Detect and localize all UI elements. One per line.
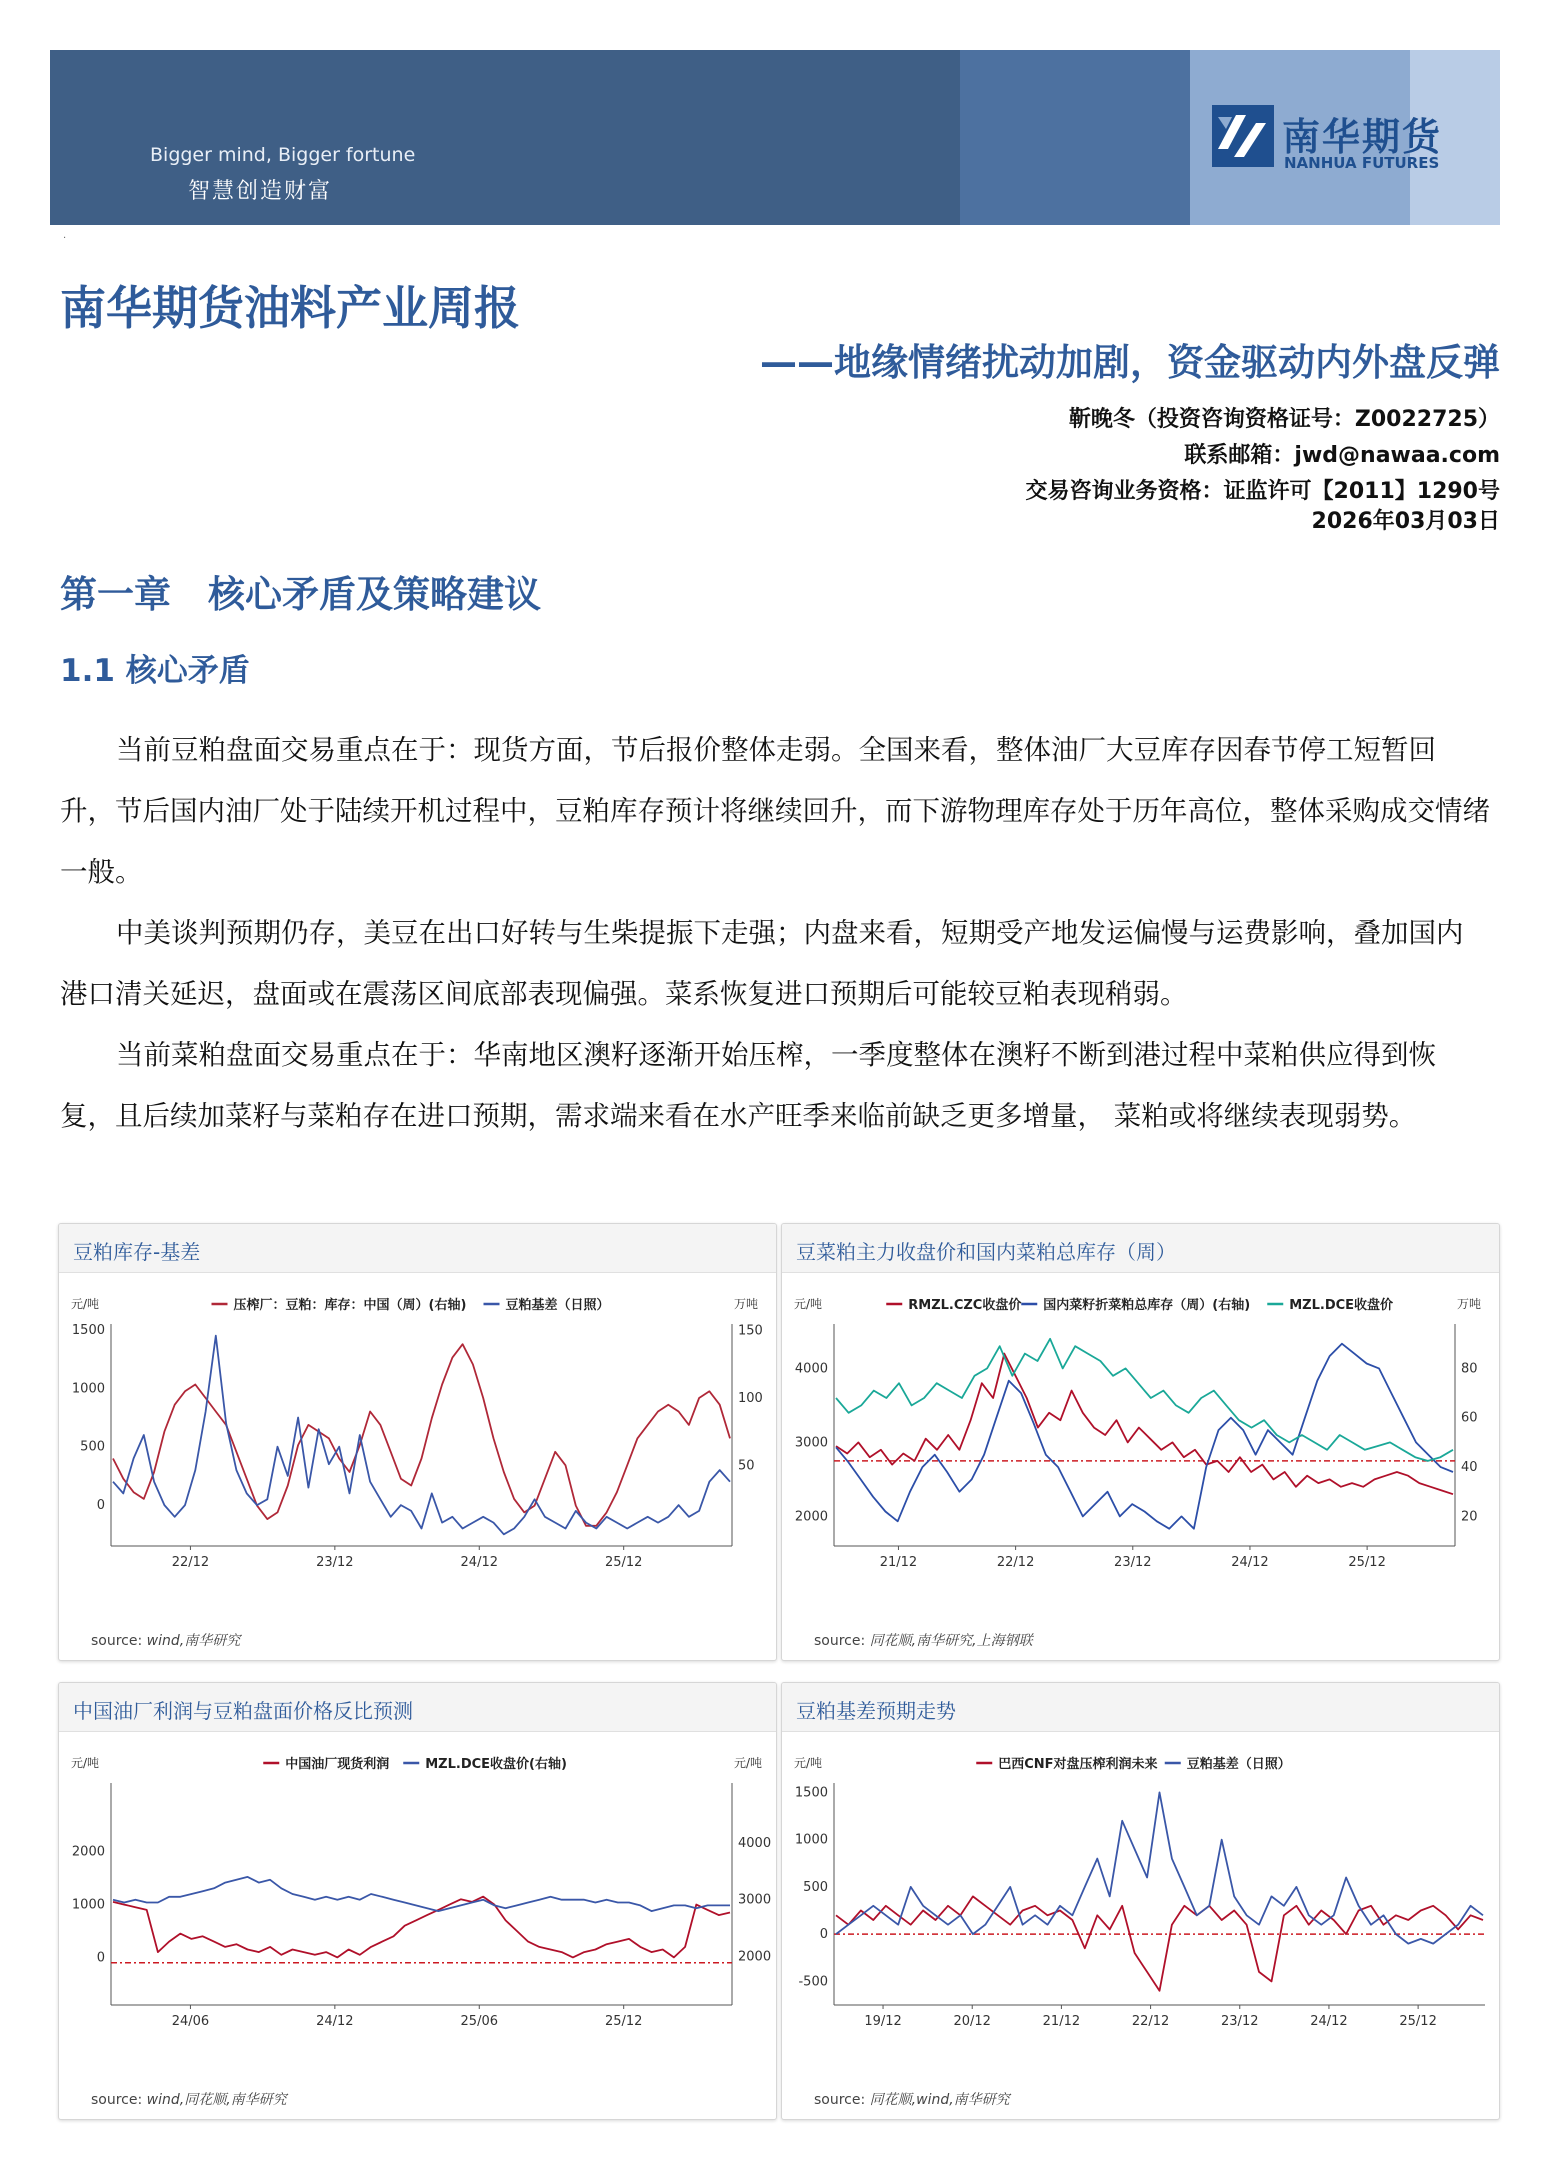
series-line bbox=[836, 1354, 1453, 1495]
y-tick-label-left: 1500 bbox=[794, 1785, 828, 1801]
x-tick-label: 22/12 bbox=[996, 1555, 1035, 1570]
left-unit-label: 元/吨 bbox=[71, 1756, 100, 1770]
series-line bbox=[113, 1344, 730, 1526]
x-tick-label: 24/12 bbox=[316, 2014, 354, 2029]
series-line bbox=[836, 1344, 1453, 1529]
y-tick-label-right: 20 bbox=[1461, 1509, 1478, 1525]
y-tick-label-right: 80 bbox=[1461, 1361, 1478, 1377]
slogan-cn: 智慧创造财富 bbox=[188, 179, 333, 204]
slogan-en: Bigger mind, Bigger fortune bbox=[150, 144, 416, 166]
x-tick-label: 24/06 bbox=[171, 2014, 210, 2029]
chart-panel-basis-forecast bbox=[781, 1682, 1500, 2120]
legend-label: 巴西CNF对盘压榨利润未来 bbox=[998, 1757, 1158, 1772]
legend-label: 豆粕基差（日照） bbox=[1186, 1757, 1291, 1772]
y-tick-label-left: 500 bbox=[803, 1879, 828, 1895]
legend-label: RMZL.CZC收盘价 bbox=[908, 1298, 1022, 1313]
chart-panel-meal-price-rapeseed-stock bbox=[781, 1223, 1500, 1661]
x-tick-label: 23/12 bbox=[1221, 2014, 1259, 2029]
chart-source: source: wind,南华研究 bbox=[91, 1633, 241, 1649]
legend-label: 豆粕基差（日照） bbox=[505, 1298, 610, 1313]
nanhua-logo-icon bbox=[1212, 105, 1274, 167]
series-line bbox=[836, 1792, 1483, 1943]
x-tick-label: 19/12 bbox=[864, 2014, 902, 2029]
chart-title: 豆粕基差预期走势 bbox=[796, 1699, 956, 1723]
chart-svg bbox=[782, 1272, 1499, 1612]
right-unit-label: 万吨 bbox=[734, 1297, 759, 1311]
y-tick-label-right: 150 bbox=[738, 1323, 763, 1339]
chart-title: 中国油厂利润与豆粕盘面价格反比预测 bbox=[73, 1699, 413, 1723]
right-unit-label: 万吨 bbox=[1457, 1297, 1482, 1311]
chart-svg bbox=[59, 1731, 776, 2071]
chart-panel-crush-margin-vs-price bbox=[58, 1682, 777, 2120]
series-line bbox=[113, 1897, 730, 1958]
x-tick-label: 25/06 bbox=[460, 2014, 499, 2029]
x-tick-label: 22/12 bbox=[1131, 2014, 1170, 2029]
panel-header bbox=[59, 1683, 776, 1732]
marker-dot: · bbox=[63, 233, 67, 244]
series-line bbox=[113, 1336, 730, 1535]
panel-header bbox=[782, 1683, 1499, 1732]
report-title: 南华期货油料产业周报 bbox=[60, 281, 520, 335]
y-tick-label-left: 3000 bbox=[794, 1435, 828, 1451]
y-tick-label-left: 0 bbox=[96, 1950, 105, 1966]
series-line bbox=[836, 1896, 1483, 1990]
y-tick-label-right: 100 bbox=[738, 1391, 763, 1406]
chart-panel-soymeal-inventory-basis bbox=[58, 1223, 777, 1661]
chart-svg bbox=[59, 1272, 776, 1612]
x-tick-label: 24/12 bbox=[460, 1555, 499, 1570]
email-line: 联系邮箱：jwd@nawaa.com bbox=[1184, 443, 1500, 468]
y-tick-label-right: 50 bbox=[738, 1458, 755, 1474]
legend-label: MZL.DCE收盘价(右轴) bbox=[425, 1757, 567, 1772]
section-heading: 1.1 核心矛盾 bbox=[60, 653, 250, 689]
y-tick-label-right: 4000 bbox=[738, 1835, 772, 1851]
x-tick-label: 24/12 bbox=[1231, 1555, 1269, 1570]
chart-title: 豆粕库存-基差 bbox=[73, 1240, 201, 1264]
y-tick-label-left: 0 bbox=[819, 1927, 828, 1943]
legend-label: MZL.DCE收盘价 bbox=[1289, 1298, 1394, 1313]
chart-source: source: 同花顺,wind,南华研究 bbox=[814, 2092, 1010, 2108]
x-tick-label: 24/12 bbox=[1310, 2014, 1348, 2029]
x-tick-label: 20/12 bbox=[953, 2014, 991, 2029]
legend-label: 国内菜籽折菜粕总库存（周）(右轴) bbox=[1043, 1298, 1251, 1313]
right-unit-label: 元/吨 bbox=[734, 1756, 763, 1770]
y-tick-label-right: 3000 bbox=[738, 1892, 772, 1908]
x-tick-label: 23/12 bbox=[1114, 1555, 1152, 1570]
y-tick-label-left: 1000 bbox=[71, 1897, 105, 1913]
paragraph: 当前菜粕盘面交易重点在于：华南地区澳籽逐渐开始压榨，一季度整体在澳籽不断到港过程中菜粕供应得到恢复，且后续加菜籽与菜粕存在进口预期，需求端来看在水产旺季来临前缺乏更多增量， 菜粕或将继续表现弱势。 bbox=[60, 1039, 1436, 1132]
y-tick-label-left: 2000 bbox=[794, 1509, 828, 1525]
legend-label: 中国油厂现货利润 bbox=[285, 1757, 390, 1772]
y-tick-label-left: 1000 bbox=[71, 1381, 105, 1397]
y-tick-label-left: 0 bbox=[96, 1498, 105, 1514]
chart-source: source: 同花顺,南华研究,上海钢联 bbox=[814, 1633, 1033, 1649]
y-tick-label-left: 1500 bbox=[71, 1322, 105, 1338]
left-unit-label: 元/吨 bbox=[794, 1297, 823, 1311]
license-line: 交易咨询业务资格：证监许可【2011】1290号 bbox=[1025, 479, 1500, 504]
x-tick-label: 21/12 bbox=[879, 1555, 918, 1570]
x-tick-label: 25/12 bbox=[1348, 1555, 1386, 1570]
x-tick-label: 23/12 bbox=[316, 1555, 354, 1570]
panel-header bbox=[59, 1224, 776, 1273]
y-tick-label-left: 500 bbox=[80, 1439, 105, 1455]
legend-label: 压榨厂：豆粕：库存：中国（周）(右轴) bbox=[233, 1298, 467, 1313]
left-unit-label: 元/吨 bbox=[794, 1756, 823, 1770]
y-tick-label-left: -500 bbox=[798, 1974, 828, 1990]
y-tick-label-left: 2000 bbox=[71, 1844, 105, 1860]
y-tick-label-right: 2000 bbox=[738, 1949, 772, 1965]
report-date: 2026年03月03日 bbox=[1311, 509, 1500, 534]
y-tick-label-left: 4000 bbox=[794, 1361, 828, 1377]
chapter-heading: 第一章 核心矛盾及策略建议 bbox=[60, 573, 541, 616]
x-tick-label: 25/12 bbox=[1399, 2014, 1437, 2029]
paragraph: 当前豆粕盘面交易重点在于：现货方面，节后报价整体走弱。全国来看，整体油厂大豆库存因春节停工短暂回升，节后国内油厂处于陆续开机过程中，豆粕库存预计将继续回升，而下游物理库存处于历年高位，整体采购成交情绪一般。 bbox=[60, 734, 1490, 888]
author-line: 靳晚冬（投资咨询资格证号：Z0022725） bbox=[1068, 407, 1500, 432]
y-tick-label-right: 60 bbox=[1461, 1410, 1478, 1426]
logo-text-en: NANHUA FUTURES bbox=[1284, 154, 1440, 172]
y-tick-label-left: 1000 bbox=[794, 1832, 828, 1848]
logo-text-cn: 南华期货 bbox=[1282, 115, 1443, 159]
chart-svg bbox=[782, 1731, 1499, 2071]
header-banner bbox=[50, 50, 1500, 225]
x-tick-label: 25/12 bbox=[604, 2014, 643, 2029]
report-subtitle: ——地缘情绪扰动加剧，资金驱动内外盘反弹 bbox=[760, 341, 1500, 384]
panel-header bbox=[782, 1224, 1499, 1273]
chart-source: source: wind,同花顺,南华研究 bbox=[91, 2092, 287, 2108]
x-tick-label: 21/12 bbox=[1042, 2014, 1081, 2029]
chart-title: 豆菜粕主力收盘价和国内菜粕总库存（周） bbox=[796, 1240, 1176, 1264]
y-tick-label-right: 40 bbox=[1461, 1460, 1478, 1476]
banner-band bbox=[960, 50, 1190, 225]
left-unit-label: 元/吨 bbox=[71, 1297, 100, 1311]
x-tick-label: 25/12 bbox=[604, 1555, 643, 1570]
x-tick-label: 22/12 bbox=[171, 1555, 210, 1570]
series-line bbox=[113, 1877, 730, 1911]
paragraph: 中美谈判预期仍存，美豆在出口好转与生柴提振下走强；内盘来看，短期受产地发运偏慢与运费影响，叠加国内港口清关延迟，盘面或在震荡区间底部表现偏强。菜系恢复进口预期后可能较豆粕表现稍弱。 bbox=[60, 917, 1464, 1010]
